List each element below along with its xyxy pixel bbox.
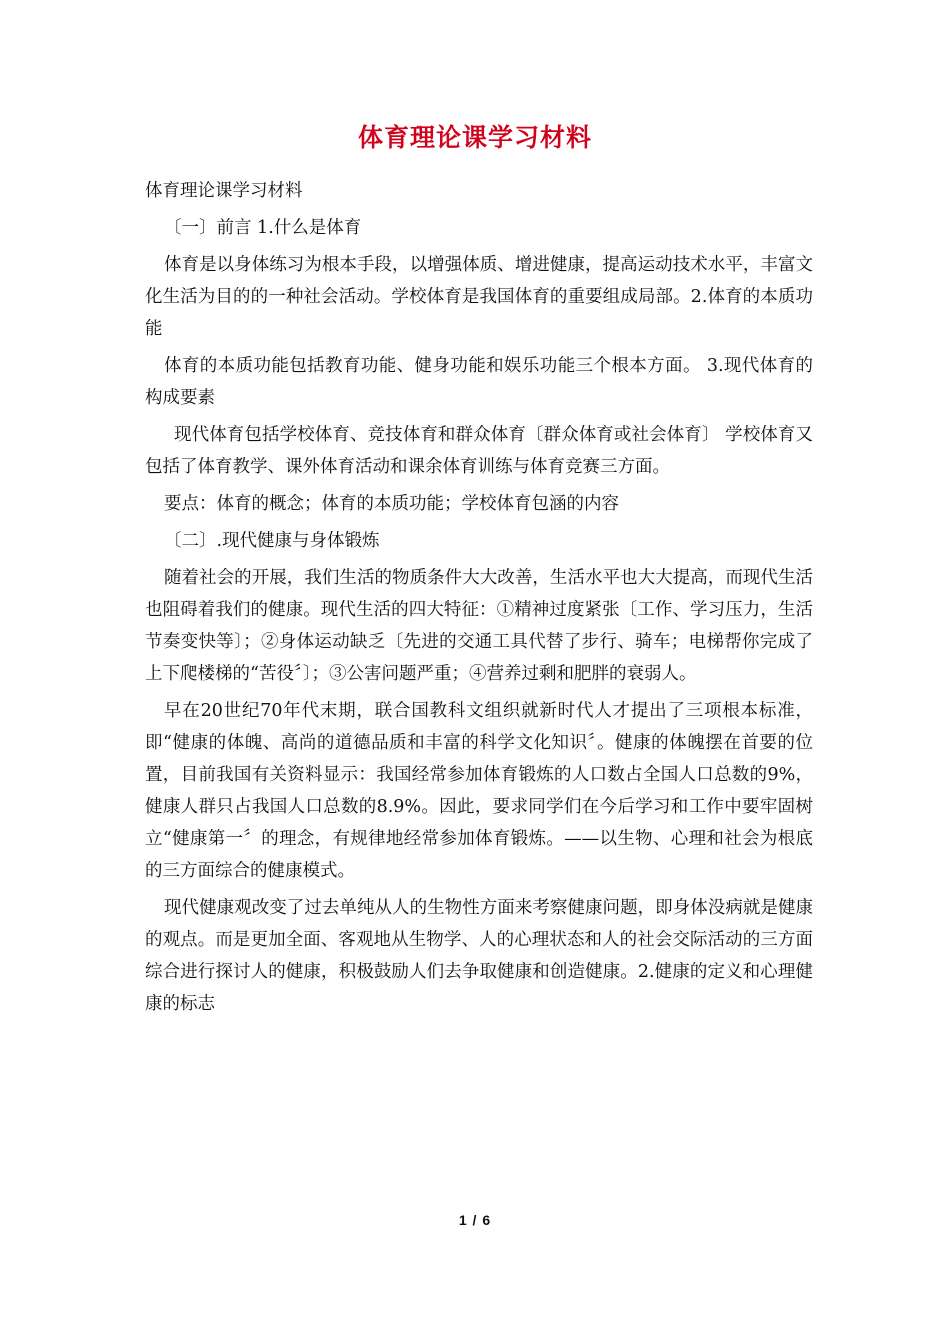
paragraph-subtitle: 体育理论课学习材料 [145, 181, 303, 201]
paragraph: 体育的本质功能包括教育功能、健身功能和娱乐功能三个根本方面。 3.现代体育的构成要素 [145, 356, 813, 408]
paragraph: 体育是以身体练习为根本手段，以增强体质、增进健康，提高运动技术水平，丰富文化生活为目的的一种社会活动。学校体育是我国体育的重要组成局部。2.体育的本质功能 [145, 255, 813, 339]
document-title: 体育理论课学习材料 [357, 123, 592, 152]
document-body [145, 175, 813, 1025]
paragraph: 早在20世纪70年代末期，联合国教科文组织就新时代人才提出了三项根本标准，即“健康的体魄、高尚的道德品质和丰富的科学文化知识〞。健康的体魄摆在首要的位置，目前我国有关资料显示：我国经常参加体育锻炼的人口数占全国人口总数的9%，健康人群只占我国人口总数的8.9%。因此，要求同学们在今后学习和工作中要牢固树立“健康第一〞的理念，有规律地经常参加体育锻炼。——以生物、心理和社会为根底的三方面综合的健康模式。 [145, 701, 813, 881]
key-points: 要点：体育的概念；体育的本质功能；学校体育包涵的内容 [164, 494, 619, 514]
paragraph: 现代健康观改变了过去单纯从人的生物性方面来考察健康问题，即身体没病就是健康的观点。而是更加全面、客观地从生物学、人的心理状态和人的社会交际活动的三方面综合进行探讨人的健康，积极鼓励人们去争取健康和创造健康。2.健康的定义和心理健康的标志 [145, 898, 813, 1014]
section-heading-health: 〔二〕.现代健康与身体锻炼 [164, 531, 380, 551]
paragraph: 现代体育包括学校体育、竞技体育和群众体育〔群众体育或社会体育〕 学校体育又包括了体育教学、课外体育活动和课余体育训练与体育竞赛三方面。 [145, 425, 813, 477]
section-heading-preface: 〔一〕前言 1.什么是体育 [164, 218, 362, 238]
page-number: 1 / 6 [458, 1212, 492, 1228]
paragraph: 随着社会的开展，我们生活的物质条件大大改善，生活水平也大大提高，而现代生活也阻碍着我们的健康。现代生活的四大特征：①精神过度紧张〔工作、学习压力，生活节奏变快等〕；②身体运动缺乏〔先进的交通工具代替了步行、骑车；电梯帮你完成了上下爬楼梯的“苦役〞〕；③公害问题严重；④营养过剩和肥胖的衰弱人。 [145, 568, 813, 684]
